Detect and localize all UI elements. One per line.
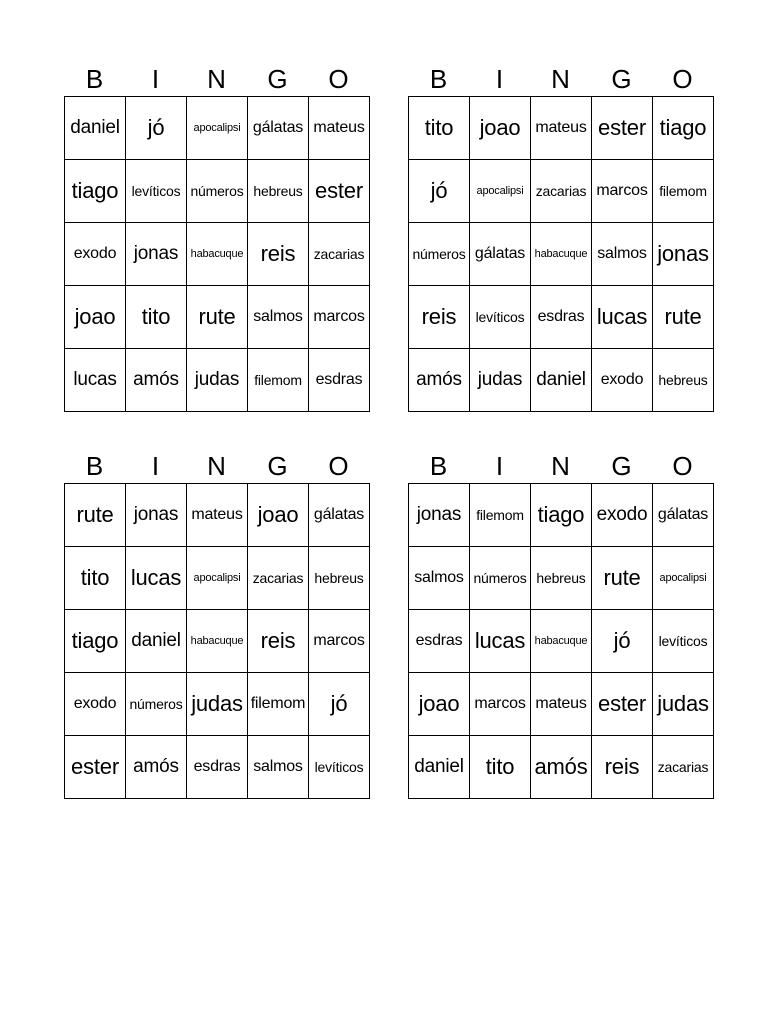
grid-row <box>65 160 370 223</box>
grid-cell: ester <box>65 736 126 799</box>
header-letter: B <box>85 64 104 94</box>
grid-row <box>409 484 714 547</box>
grid-cell: gálatas <box>248 97 309 160</box>
grid-row <box>409 736 714 799</box>
grid-cell: zacarias <box>531 160 592 223</box>
grid-row <box>65 97 370 160</box>
grid-cell: tito <box>409 97 470 160</box>
grid-cell: esdras <box>531 286 592 349</box>
grid-cell: apocalipsi <box>187 547 248 610</box>
grid-row <box>65 736 370 799</box>
bingo-header <box>408 451 713 481</box>
grid-cell: lucas <box>470 610 531 673</box>
bingo-header <box>64 64 369 94</box>
grid-cell: salmos <box>248 286 309 349</box>
header-letter: N <box>551 451 570 481</box>
grid-cell: joao <box>470 97 531 160</box>
grid-cell: mateus <box>187 484 248 547</box>
grid-cell: reis <box>592 736 653 799</box>
grid-row <box>65 223 370 286</box>
header-letter: B <box>429 451 448 481</box>
grid-cell: amós <box>531 736 592 799</box>
grid-cell: hebreus <box>653 349 714 412</box>
grid-row <box>65 547 370 610</box>
grid-cell: gálatas <box>653 484 714 547</box>
grid-cell: jonas <box>653 223 714 286</box>
header-letter: O <box>672 451 693 481</box>
grid-cell: hebreus <box>309 547 370 610</box>
grid-cell: daniel <box>126 610 187 673</box>
header-letter: O <box>328 451 349 481</box>
grid-cell: filemom <box>653 160 714 223</box>
header-letter: G <box>267 64 288 94</box>
grid-cell: jó <box>592 610 653 673</box>
grid-cell: tito <box>470 736 531 799</box>
grid-cell: números <box>187 160 248 223</box>
grid-cell: lucas <box>65 349 126 412</box>
grid-cell: jonas <box>126 223 187 286</box>
grid-cell: filemom <box>248 673 309 736</box>
grid-row <box>65 673 370 736</box>
grid-cell: amós <box>126 349 187 412</box>
grid-cell: números <box>470 547 531 610</box>
header-letter: I <box>495 64 504 94</box>
grid-row <box>65 286 370 349</box>
grid-cell: zacarias <box>653 736 714 799</box>
bingo-header <box>64 451 369 481</box>
grid-cell: exodo <box>65 673 126 736</box>
grid-cell: números <box>126 673 187 736</box>
grid-cell: marcos <box>309 610 370 673</box>
header-letter: G <box>267 451 288 481</box>
grid-row <box>409 547 714 610</box>
grid-cell: ester <box>309 160 370 223</box>
grid-cell: salmos <box>409 547 470 610</box>
grid-cell: jonas <box>409 484 470 547</box>
header-letter: O <box>672 64 693 94</box>
grid-cell: tiago <box>65 610 126 673</box>
grid-cell: habacuque <box>187 610 248 673</box>
grid-cell: marcos <box>470 673 531 736</box>
header-letter: N <box>207 64 226 94</box>
grid-row <box>409 160 714 223</box>
grid-row <box>65 484 370 547</box>
header-letter: G <box>611 64 632 94</box>
grid-row <box>409 97 714 160</box>
grid-cell: zacarias <box>248 547 309 610</box>
grid-cell: esdras <box>309 349 370 412</box>
grid-cell: apocalipsi <box>653 547 714 610</box>
header-letter: G <box>611 451 632 481</box>
grid-cell: marcos <box>592 160 653 223</box>
grid-cell: marcos <box>309 286 370 349</box>
grid-row <box>65 349 370 412</box>
grid-cell: daniel <box>409 736 470 799</box>
bingo-grid <box>408 483 714 799</box>
grid-cell: levíticos <box>126 160 187 223</box>
grid-cell: daniel <box>531 349 592 412</box>
grid-cell: esdras <box>409 610 470 673</box>
grid-cell: reis <box>409 286 470 349</box>
grid-row <box>409 349 714 412</box>
grid-cell: habacuque <box>531 610 592 673</box>
grid-cell: filemom <box>470 484 531 547</box>
bingo-grid <box>64 483 370 799</box>
header-letter: O <box>328 64 349 94</box>
grid-cell: amós <box>126 736 187 799</box>
grid-cell: jó <box>309 673 370 736</box>
grid-cell: joao <box>248 484 309 547</box>
grid-cell: levíticos <box>470 286 531 349</box>
grid-cell: levíticos <box>309 736 370 799</box>
grid-cell: reis <box>248 223 309 286</box>
grid-cell: lucas <box>592 286 653 349</box>
grid-cell: jó <box>126 97 187 160</box>
header-letter: B <box>85 451 104 481</box>
grid-cell: exodo <box>65 223 126 286</box>
grid-cell: habacuque <box>531 223 592 286</box>
grid-cell: judas <box>470 349 531 412</box>
grid-cell: joao <box>409 673 470 736</box>
grid-cell: lucas <box>126 547 187 610</box>
grid-row <box>409 610 714 673</box>
grid-cell: tiago <box>653 97 714 160</box>
header-letter: N <box>207 451 226 481</box>
header-letter: I <box>151 451 160 481</box>
grid-row <box>409 223 714 286</box>
grid-row <box>409 286 714 349</box>
grid-cell: ester <box>592 673 653 736</box>
grid-cell: mateus <box>531 673 592 736</box>
grid-cell: ester <box>592 97 653 160</box>
grid-cell: levíticos <box>653 610 714 673</box>
grid-cell: apocalipsi <box>187 97 248 160</box>
bingo-grid <box>408 96 714 412</box>
grid-cell: jó <box>409 160 470 223</box>
grid-cell: gálatas <box>470 223 531 286</box>
grid-cell: esdras <box>187 736 248 799</box>
grid-cell: salmos <box>592 223 653 286</box>
grid-cell: zacarias <box>309 223 370 286</box>
grid-cell: rute <box>65 484 126 547</box>
grid-cell: jonas <box>126 484 187 547</box>
grid-row <box>409 673 714 736</box>
grid-cell: hebreus <box>531 547 592 610</box>
grid-cell: tito <box>65 547 126 610</box>
grid-cell: amós <box>409 349 470 412</box>
grid-cell: filemom <box>248 349 309 412</box>
header-letter: B <box>429 64 448 94</box>
grid-cell: habacuque <box>187 223 248 286</box>
grid-cell: exodo <box>592 349 653 412</box>
grid-cell: judas <box>187 349 248 412</box>
grid-cell: apocalipsi <box>470 160 531 223</box>
grid-cell: gálatas <box>309 484 370 547</box>
bingo-header <box>408 64 713 94</box>
grid-row <box>65 610 370 673</box>
grid-cell: tito <box>126 286 187 349</box>
grid-cell: judas <box>187 673 248 736</box>
grid-cell: tiago <box>65 160 126 223</box>
grid-cell: exodo <box>592 484 653 547</box>
grid-cell: joao <box>65 286 126 349</box>
grid-cell: rute <box>592 547 653 610</box>
grid-cell: salmos <box>248 736 309 799</box>
bingo-grid <box>64 96 370 412</box>
header-letter: I <box>151 64 160 94</box>
header-letter: I <box>495 451 504 481</box>
grid-cell: hebreus <box>248 160 309 223</box>
grid-cell: números <box>409 223 470 286</box>
grid-cell: reis <box>248 610 309 673</box>
grid-cell: tiago <box>531 484 592 547</box>
grid-cell: daniel <box>65 97 126 160</box>
grid-cell: mateus <box>309 97 370 160</box>
header-letter: N <box>551 64 570 94</box>
grid-cell: rute <box>653 286 714 349</box>
grid-cell: rute <box>187 286 248 349</box>
grid-cell: judas <box>653 673 714 736</box>
grid-cell: mateus <box>531 97 592 160</box>
